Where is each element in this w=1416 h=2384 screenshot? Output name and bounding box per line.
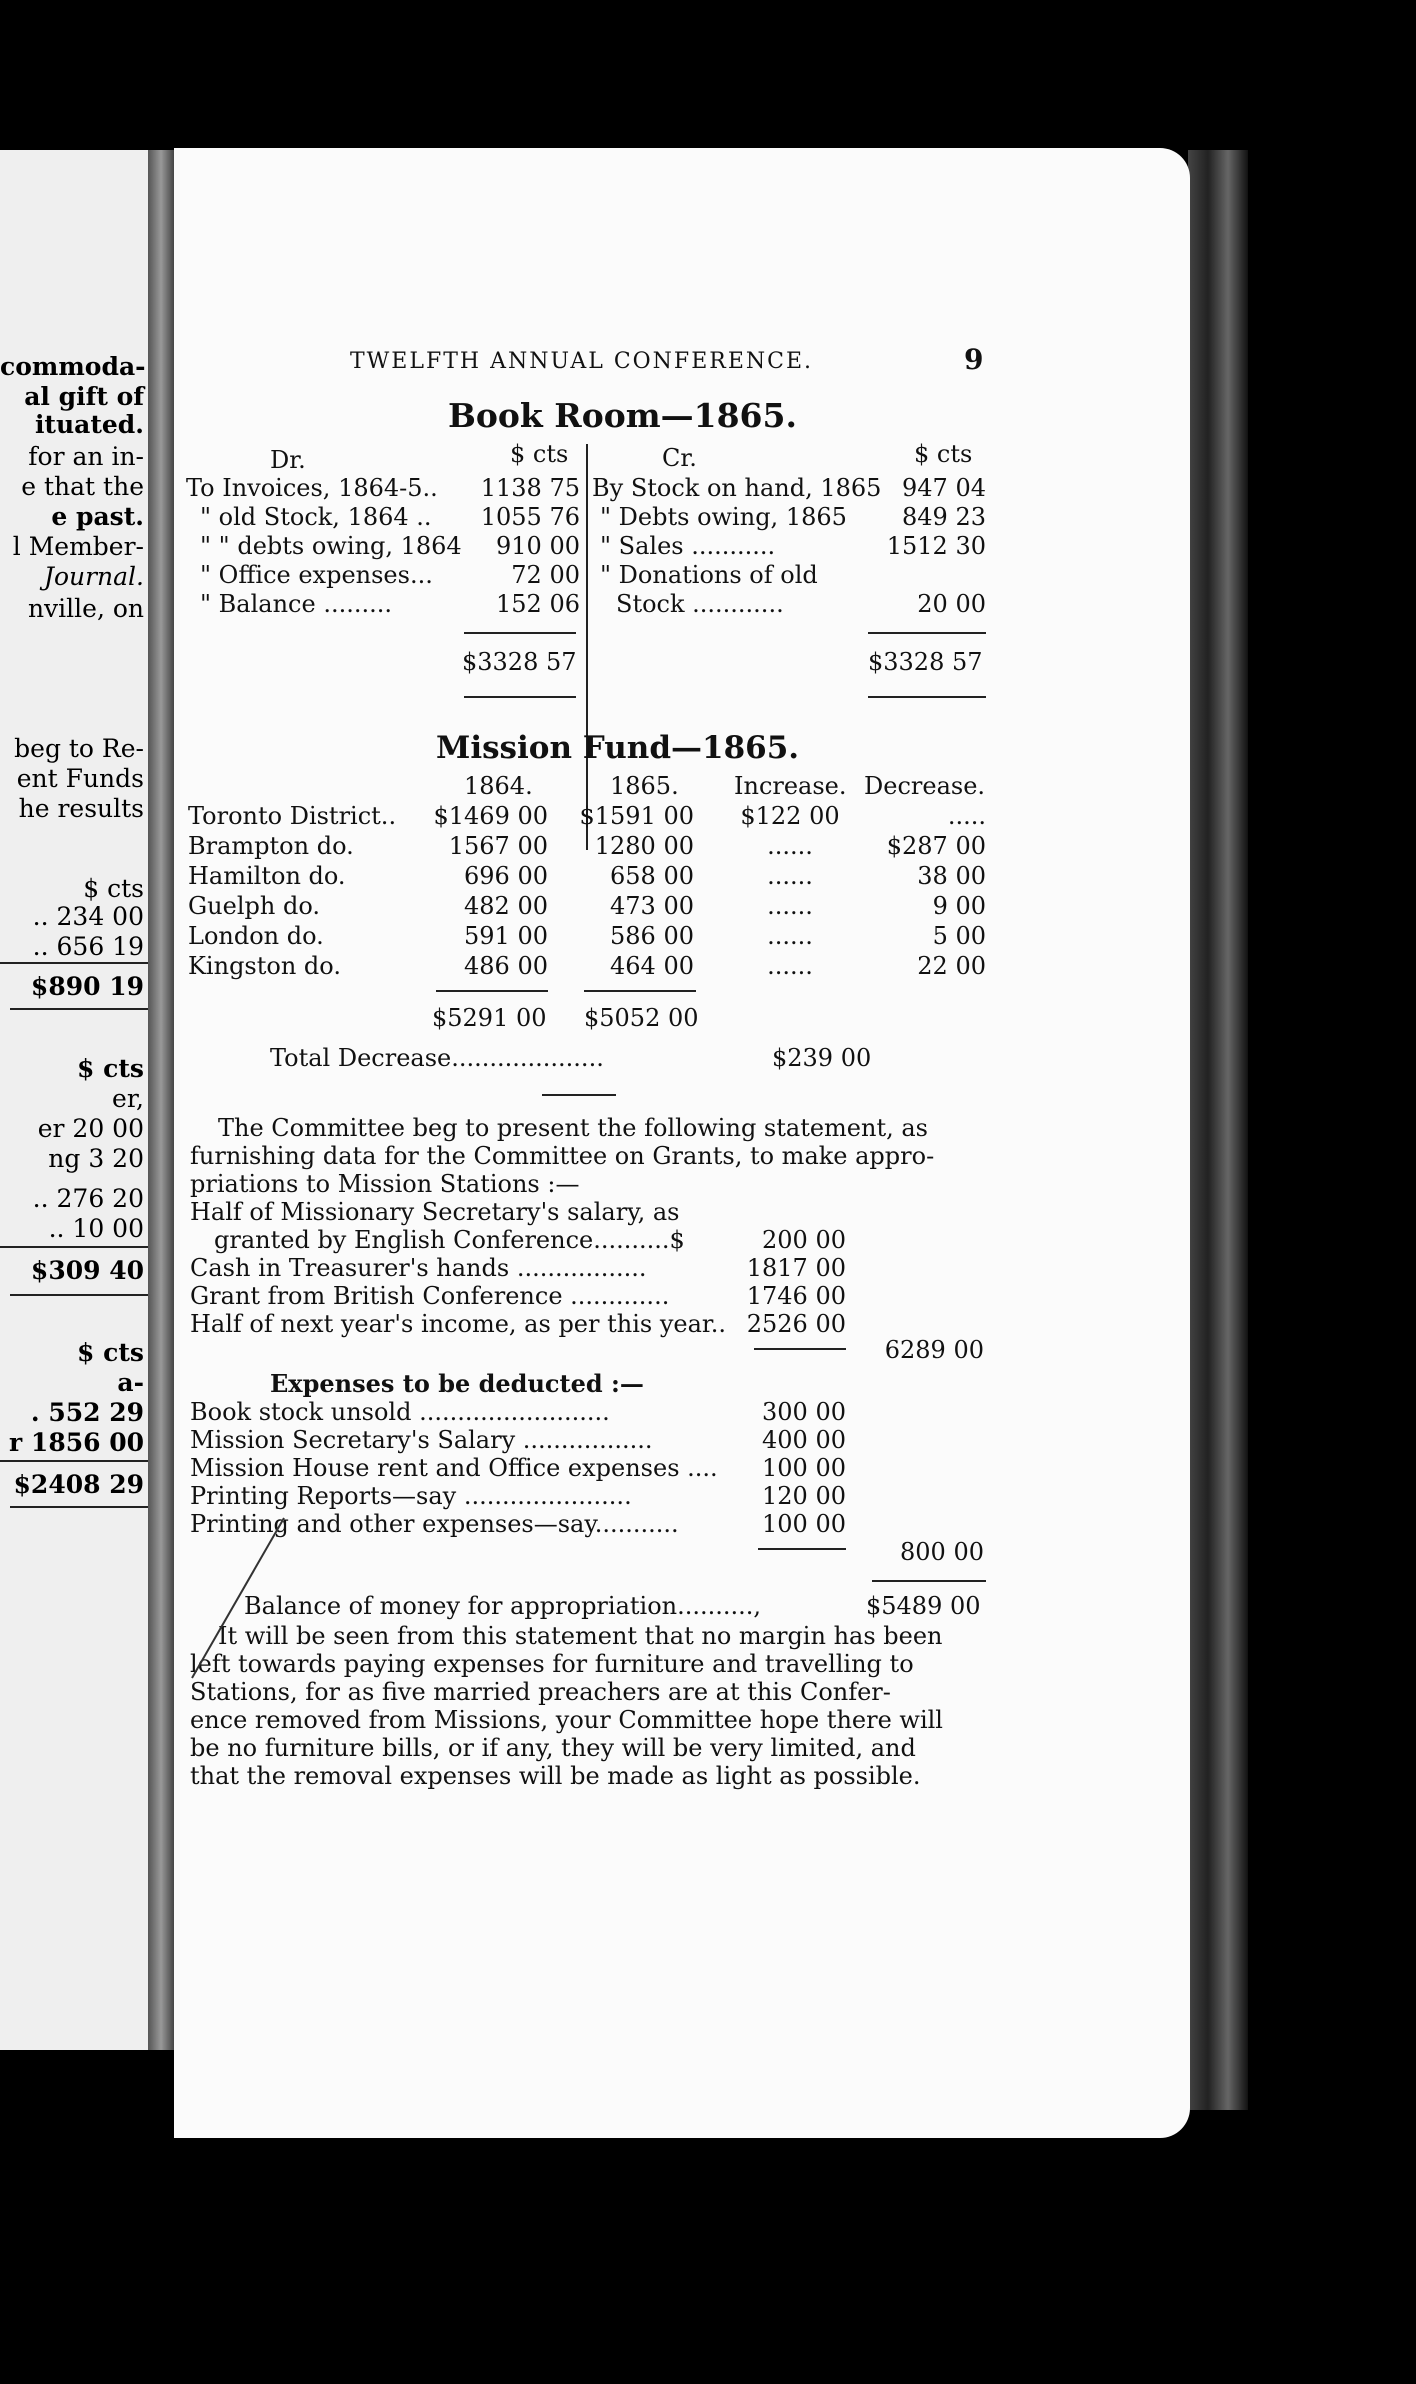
left-fragment-line: er, [112,1084,144,1113]
closing-line: be no furniture bills, or if any, they will be very limited, and [190,1734,916,1762]
left-fragment-line: ituated. [34,410,144,439]
left-fragment-line: Journal. [43,562,144,591]
book-room-debit-amount: 910 00 [496,532,580,560]
cr-label: Cr. [662,444,697,472]
book-room-debit-label: To Invoices, 1864-5.. [186,474,438,502]
book-room-credit-label: " Sales ........... [600,532,776,560]
mission-fund-decrease: 9 00 [932,892,986,920]
mission-fund-decrease: 38 00 [917,862,986,890]
income-label: Cash in Treasurer's hands ................. [190,1254,647,1282]
expense-label: Printing Reports—say ...................... [190,1482,632,1510]
left-fragment-line: $ cts [77,1054,144,1083]
left-fragment-line: e past. [51,502,144,531]
income-label: Grant from British Conference ............. [190,1282,670,1310]
closing-line: It will be seen from this statement that no margin has been [218,1622,943,1650]
mission-fund-district: Brampton do. [188,832,354,860]
left-fragment-line: a- [117,1368,144,1397]
left-fragment-rule [0,1460,148,1462]
left-fragment-line: he results [18,794,144,823]
book-room-credit-label: " Debts owing, 1865 [600,503,847,531]
expenses-heading: Expenses to be deducted :— [270,1369,644,1398]
mission-fund-title: Mission Fund—1865. [436,730,800,766]
mission-fund-decrease: ..... [947,802,986,830]
pencil-mark [174,1508,294,1688]
running-title: TWELFTH ANNUAL CONFERENCE. [350,349,814,374]
intro-line: The Committee beg to present the following statement, as [218,1114,928,1142]
mission-fund-1865: 473 00 [610,892,694,920]
expense-amount: 120 00 [762,1482,846,1510]
mission-fund-total-1865: $5052 00 [584,1004,699,1032]
mission-fund-1864: 486 00 [464,952,548,980]
mission-fund-1865: 1280 00 [594,832,694,860]
book-room-debit-label: " old Stock, 1864 .. [200,503,432,531]
expense-label: Mission House rent and Office expenses .... [190,1454,718,1482]
mission-fund-1865: 586 00 [610,922,694,950]
left-fragment-line: ng 3 20 [48,1144,144,1173]
mission-fund-1864: 591 00 [464,922,548,950]
expense-amount: 400 00 [762,1426,846,1454]
expense-amount: 300 00 [762,1398,846,1426]
book-room-credit-amount: 849 23 [902,503,986,531]
left-fragment-rule [0,962,148,964]
total-decrease-value: $239 00 [772,1044,872,1072]
left-fragment-line: $2408 29 [13,1470,144,1499]
book-room-debit-amount: 72 00 [511,561,580,589]
expenses-total: 800 00 [900,1538,984,1566]
left-fragment-line: . 552 29 [30,1398,144,1427]
income-label: granted by English Conference..........$ [214,1226,685,1254]
left-fragment-rule [10,1008,148,1010]
left-fragment-line: $309 40 [30,1256,144,1285]
left-fragment-line: .. 276 20 [32,1184,144,1213]
book-room-rule [868,696,986,698]
book-gutter [148,150,174,2050]
income-label: Half of Missionary Secretary's salary, as [190,1198,680,1226]
book-room-rule [464,696,576,698]
mission-fund-col-1865: 1865. [610,772,679,800]
expense-amount: 100 00 [762,1454,846,1482]
income-amount: 200 00 [762,1226,846,1254]
mission-fund-col-increase: Increase. [734,772,847,800]
mission-fund-col-1864: 1864. [464,772,533,800]
mission-fund-total-1864: $5291 00 [432,1004,547,1032]
income-rule [754,1348,846,1350]
closing-line: that the removal expenses will be made as light as possible. [190,1762,921,1790]
income-amount: 1817 00 [746,1254,846,1282]
mission-fund-district: Toronto District.. [188,802,397,830]
book-room-debit-amount: 1055 76 [480,503,580,531]
book-room-divider [586,444,588,850]
book-room-credit-label: Stock ............ [616,590,784,618]
book-room-debit-amount: 152 06 [496,590,580,618]
book-room-rule [868,632,986,634]
left-fragment-rule [10,1506,148,1508]
income-amount: 2526 00 [746,1310,846,1338]
mission-fund-1864: 482 00 [464,892,548,920]
income-total: 6289 00 [884,1336,984,1364]
book-room-debit-label: " Office expenses... [200,561,433,589]
book-room-credit-label: By Stock on hand, 1865 [592,474,882,502]
dr-label: Dr. [270,446,306,474]
balance-label: Balance of money for appropriation.........., [244,1592,762,1620]
left-fragment-line: $890 19 [30,972,144,1001]
left-fragment-line: nville, on [27,594,144,623]
mission-fund-rule [584,990,696,992]
dr-cts-header: $ cts [510,440,569,468]
mission-fund-1864: 1567 00 [448,832,548,860]
mission-fund-increase: ...... [767,952,813,980]
book-room-debit-amount: 1138 75 [480,474,580,502]
balance-value: $5489 00 [866,1592,981,1620]
closing-line: left towards paying expenses for furniture and travelling to [190,1650,914,1678]
mission-fund-1865: 658 00 [610,862,694,890]
mission-fund-decrease: 22 00 [917,952,986,980]
book-edge [1188,150,1248,2110]
mission-fund-increase: $122 00 [740,802,840,830]
balance-rule [872,1580,986,1582]
left-fragment-line: e that the [21,472,144,501]
book-room-credit-amount: 20 00 [917,590,986,618]
mission-fund-increase: ...... [767,892,813,920]
left-fragment-line: beg to Re- [14,734,144,763]
left-fragment-line: for an in- [28,442,144,471]
mission-fund-district: Guelph do. [188,892,320,920]
book-room-credit-label: " Donations of old [600,561,818,589]
closing-line: Stations, for as five married preachers are at this Confer- [190,1678,891,1706]
expense-rule [758,1548,846,1550]
left-fragment-rule [10,1294,148,1296]
mission-fund-decrease: 5 00 [932,922,986,950]
intro-line: furnishing data for the Committee on Grants, to make appro- [190,1142,935,1170]
left-fragment-line: al gift of [24,382,144,411]
book-room-debit-label: " " debts owing, 1864 [200,532,462,560]
book-room-rule [464,632,576,634]
income-amount: 1746 00 [746,1282,846,1310]
left-fragment-line: commoda- [0,352,146,381]
left-fragment-line: l Member- [12,532,144,561]
mission-fund-1865: $1591 00 [579,802,694,830]
book-room-title: Book Room—1865. [448,396,797,435]
left-fragment-rule [0,1246,148,1248]
left-fragment-line: $ cts [83,874,144,903]
expense-label: Book stock unsold ......................... [190,1398,610,1426]
left-fragment-line: ent Funds [16,764,144,793]
book-room-credit-amount: 1512 30 [886,532,986,560]
intro-line: priations to Mission Stations :— [190,1170,580,1198]
left-page-fragment [0,150,148,2050]
mission-fund-increase: ...... [767,832,813,860]
book-room-debit-label: " Balance ......... [200,590,392,618]
expense-amount: 100 00 [762,1510,846,1538]
left-fragment-line: $ cts [77,1338,144,1367]
cr-cts-header: $ cts [914,440,973,468]
left-fragment-line: .. 234 00 [32,902,144,931]
left-fragment-line: r 1856 00 [9,1428,144,1457]
mission-fund-1864: 696 00 [464,862,548,890]
page-number: 9 [964,343,984,376]
book-room-dr-total: $3328 57 [462,648,577,676]
section-divider [542,1094,616,1096]
total-decrease-label: Total Decrease.................... [270,1044,604,1072]
mission-fund-increase: ...... [767,862,813,890]
closing-line: ence removed from Missions, your Committee hope there will [190,1706,943,1734]
mission-fund-district: London do. [188,922,324,950]
mission-fund-1865: 464 00 [610,952,694,980]
mission-fund-rule [436,990,548,992]
book-room-credit-amount: 947 04 [902,474,986,502]
left-fragment-line: er 20 00 [37,1114,144,1143]
mission-fund-district: Kingston do. [188,952,341,980]
mission-fund-district: Hamilton do. [188,862,346,890]
book-page [174,148,1190,2138]
left-fragment-line: .. 10 00 [48,1214,144,1243]
mission-fund-increase: ...... [767,922,813,950]
mission-fund-col-decrease: Decrease. [864,772,986,800]
left-fragment-line: .. 656 19 [32,932,144,961]
expense-label: Mission Secretary's Salary ................. [190,1426,653,1454]
mission-fund-decrease: $287 00 [886,832,986,860]
book-room-cr-total: $3328 57 [868,648,983,676]
mission-fund-1864: $1469 00 [433,802,548,830]
expense-label: Printing and other expenses—say........... [190,1510,679,1538]
income-label: Half of next year's income, as per this year.. [190,1310,726,1338]
